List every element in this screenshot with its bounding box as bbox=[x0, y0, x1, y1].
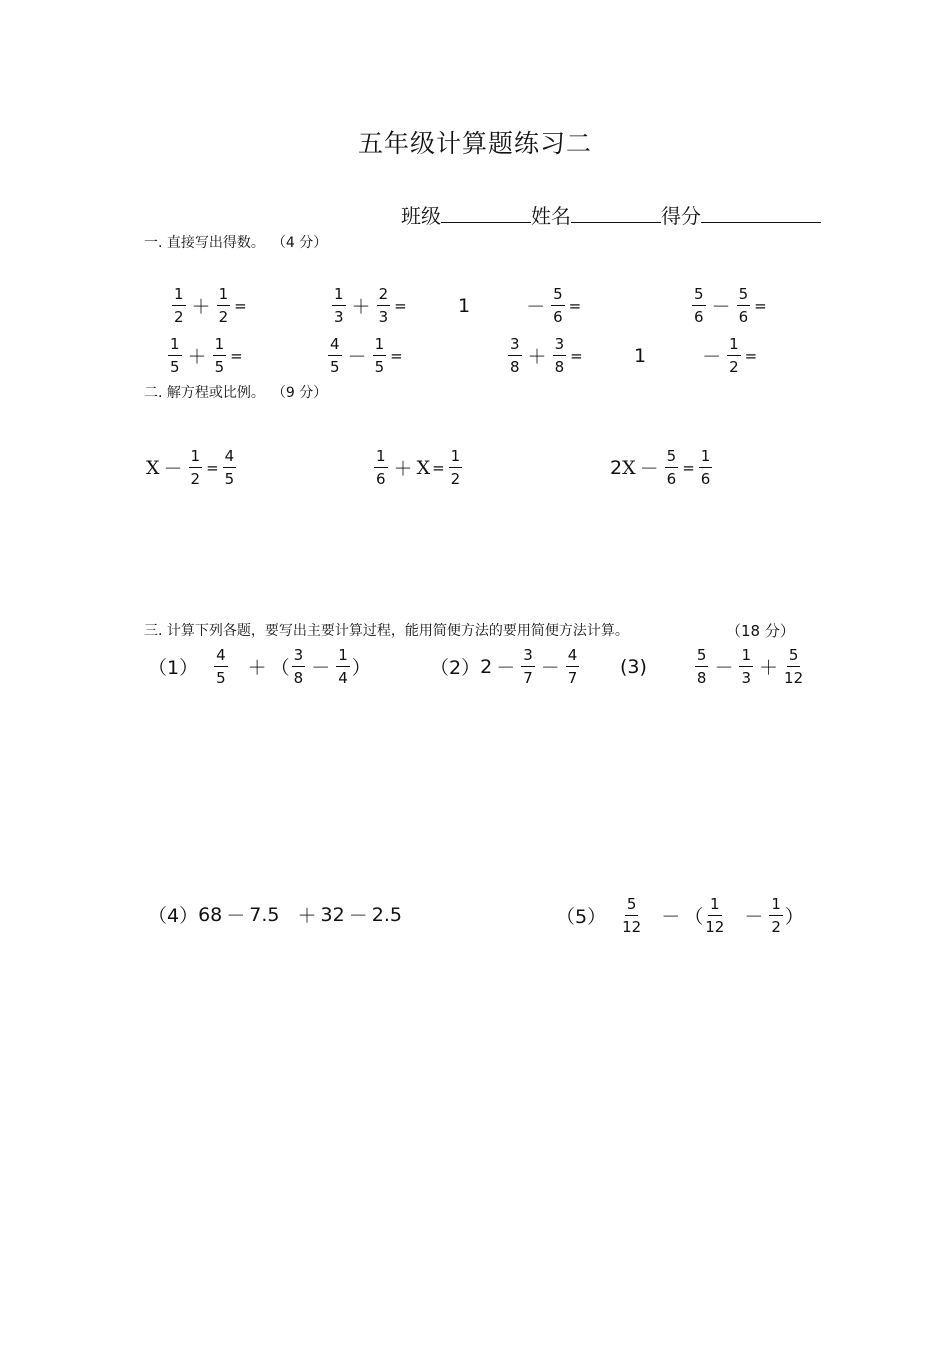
calc-problem-1 bbox=[148, 646, 371, 687]
term: 2 bbox=[480, 655, 493, 678]
equals-sign: = bbox=[432, 458, 445, 477]
operator: － bbox=[496, 657, 516, 679]
denominator: 8 bbox=[696, 669, 707, 687]
fraction bbox=[217, 285, 231, 326]
operator: － bbox=[714, 657, 734, 679]
class-blank[interactable] bbox=[441, 200, 531, 223]
fraction bbox=[695, 646, 709, 687]
fraction bbox=[769, 895, 783, 936]
numerator: 2 bbox=[377, 285, 391, 306]
term: 1 bbox=[634, 344, 647, 367]
term: X bbox=[622, 456, 636, 479]
numerator: 4 bbox=[566, 646, 580, 667]
denominator: 3 bbox=[741, 669, 752, 687]
operator: ＋ bbox=[351, 296, 371, 318]
numerator: 1 bbox=[373, 335, 387, 356]
fraction bbox=[213, 335, 227, 376]
denominator: 12 bbox=[622, 918, 642, 936]
fraction bbox=[292, 646, 306, 687]
denominator: 5 bbox=[224, 470, 235, 488]
denominator: 6 bbox=[694, 308, 704, 326]
numerator: 1 bbox=[727, 335, 741, 356]
term: （ bbox=[270, 657, 290, 679]
fraction bbox=[214, 646, 228, 687]
section-1-heading: 一. 直接写出得数。 （4 分） bbox=[144, 235, 328, 251]
operator: ＋ bbox=[297, 905, 317, 927]
term: 7.5 bbox=[249, 903, 280, 926]
operator: ＋ bbox=[393, 458, 413, 480]
numerator: 5 bbox=[737, 285, 751, 306]
fraction bbox=[551, 285, 565, 326]
numerator: 1 bbox=[213, 335, 227, 356]
term: 2.5 bbox=[371, 903, 402, 926]
term: ） bbox=[784, 906, 804, 928]
denominator: 2 bbox=[450, 470, 461, 488]
problem-1-8 bbox=[634, 335, 759, 376]
score-blank[interactable] bbox=[701, 200, 821, 223]
denominator: 7 bbox=[523, 669, 533, 687]
operator: ＋ bbox=[247, 657, 267, 679]
fraction bbox=[692, 285, 706, 326]
term: X bbox=[146, 456, 160, 479]
fraction bbox=[223, 447, 237, 488]
class-label: 班级 bbox=[401, 204, 441, 228]
student-info-line bbox=[401, 200, 821, 231]
fraction bbox=[553, 335, 567, 376]
denominator: 2 bbox=[771, 918, 781, 936]
denominator: 12 bbox=[705, 918, 725, 936]
operator: ＋ bbox=[759, 657, 779, 679]
denominator: 7 bbox=[567, 669, 578, 687]
term: 1 bbox=[458, 294, 471, 317]
calc-problem-5 bbox=[556, 895, 804, 936]
score-label: 得分 bbox=[661, 204, 701, 228]
numerator: 1 bbox=[699, 447, 713, 468]
numerator: 3 bbox=[508, 335, 522, 356]
equals-sign: = bbox=[394, 296, 407, 315]
denominator: 5 bbox=[374, 358, 385, 376]
denominator: 5 bbox=[170, 358, 180, 376]
numerator: 5 bbox=[551, 285, 565, 306]
term: （2） bbox=[430, 657, 481, 679]
fraction bbox=[566, 646, 580, 687]
numerator: 5 bbox=[787, 646, 801, 667]
numerator: 1 bbox=[172, 285, 186, 306]
denominator: 6 bbox=[666, 470, 677, 488]
denominator: 6 bbox=[738, 308, 749, 326]
operator: － bbox=[540, 657, 560, 679]
fraction bbox=[373, 335, 387, 376]
equals-sign: = bbox=[754, 296, 767, 315]
calc-problem-4 bbox=[148, 901, 402, 928]
equals-sign: = bbox=[234, 296, 247, 315]
term: 32 bbox=[320, 903, 345, 926]
operator: － bbox=[702, 346, 722, 368]
operator: ＋ bbox=[191, 296, 211, 318]
numerator: 3 bbox=[521, 646, 535, 667]
fraction bbox=[449, 447, 463, 488]
equals-sign: = bbox=[390, 346, 403, 365]
denominator: 4 bbox=[338, 669, 348, 687]
denominator: 2 bbox=[174, 308, 184, 326]
fraction bbox=[336, 646, 350, 687]
denominator: 2 bbox=[729, 358, 739, 376]
operator: － bbox=[226, 905, 246, 927]
numerator: 1 bbox=[708, 895, 722, 916]
equals-sign: = bbox=[230, 346, 243, 365]
equation-1 bbox=[146, 447, 238, 488]
numerator: 1 bbox=[217, 285, 231, 306]
fraction bbox=[332, 285, 346, 326]
fraction bbox=[521, 646, 535, 687]
equals-sign: = bbox=[682, 458, 695, 477]
denominator: 2 bbox=[190, 470, 201, 488]
problem-1-2 bbox=[330, 285, 409, 326]
term: (3) bbox=[620, 655, 647, 678]
numerator: 1 bbox=[332, 285, 346, 306]
numerator: 3 bbox=[553, 335, 567, 356]
term: X bbox=[416, 456, 431, 479]
fraction bbox=[374, 447, 388, 488]
denominator: 12 bbox=[784, 669, 804, 687]
operator: － bbox=[163, 458, 183, 480]
term: （4） bbox=[148, 905, 199, 927]
operator: － bbox=[526, 296, 546, 318]
operator: － bbox=[348, 905, 368, 927]
denominator: 5 bbox=[330, 358, 340, 376]
term: 68 bbox=[198, 903, 223, 926]
fraction bbox=[727, 335, 741, 376]
operator: － bbox=[661, 906, 681, 928]
numerator: 3 bbox=[292, 646, 306, 667]
problem-1-1 bbox=[170, 285, 249, 326]
numerator: 4 bbox=[223, 447, 237, 468]
name-label: 姓名 bbox=[531, 204, 571, 228]
fraction bbox=[189, 447, 203, 488]
denominator: 5 bbox=[214, 358, 225, 376]
numerator: 1 bbox=[189, 447, 203, 468]
calc-problem-2 bbox=[430, 646, 581, 687]
problem-1-5 bbox=[166, 335, 245, 376]
numerator: 5 bbox=[695, 646, 709, 667]
term: （5） bbox=[556, 906, 607, 928]
fraction bbox=[377, 285, 391, 326]
denominator: 3 bbox=[378, 308, 389, 326]
term: 2 bbox=[610, 456, 623, 479]
denominator: 6 bbox=[553, 308, 563, 326]
numerator: 1 bbox=[449, 447, 463, 468]
page-title: 五年级计算题练习二 bbox=[357, 129, 592, 158]
numerator: 1 bbox=[769, 895, 783, 916]
numerator: 4 bbox=[214, 646, 228, 667]
term: （1） bbox=[148, 657, 199, 679]
section-3-points: （18 分） bbox=[726, 622, 795, 640]
denominator: 5 bbox=[216, 669, 226, 687]
denominator: 3 bbox=[334, 308, 344, 326]
fraction bbox=[705, 895, 724, 936]
equation-3 bbox=[610, 447, 714, 488]
operator: － bbox=[311, 657, 331, 679]
fraction bbox=[328, 335, 342, 376]
equals-sign: = bbox=[570, 346, 583, 365]
numerator: 5 bbox=[625, 895, 639, 916]
operator: － bbox=[711, 296, 731, 318]
calc-problem-3 bbox=[620, 646, 805, 687]
denominator: 8 bbox=[510, 358, 520, 376]
numerator: 1 bbox=[374, 447, 388, 468]
equals-sign: = bbox=[568, 296, 582, 315]
operator: ＋ bbox=[187, 346, 207, 368]
fraction bbox=[737, 285, 751, 326]
problem-1-4 bbox=[690, 285, 769, 326]
numerator: 4 bbox=[328, 335, 342, 356]
fraction bbox=[508, 335, 522, 376]
term: ） bbox=[351, 657, 371, 679]
operator: － bbox=[744, 906, 764, 928]
section-2-heading: 二. 解方程或比例。 （9 分） bbox=[144, 385, 328, 401]
fraction bbox=[665, 447, 679, 488]
numerator: 5 bbox=[692, 285, 706, 306]
section-3-heading: 三. 计算下列各题，要写出主要计算过程，能用简便方法的要用简便方法计算。 bbox=[144, 623, 629, 639]
fraction bbox=[784, 646, 803, 687]
fraction bbox=[172, 285, 186, 326]
equals-sign: = bbox=[206, 458, 219, 477]
name-blank[interactable] bbox=[571, 200, 661, 223]
fraction bbox=[739, 646, 753, 687]
denominator: 8 bbox=[554, 358, 565, 376]
fraction bbox=[622, 895, 641, 936]
numerator: 5 bbox=[665, 447, 679, 468]
equation-2 bbox=[372, 447, 464, 488]
term: （ bbox=[684, 906, 704, 928]
denominator: 6 bbox=[376, 470, 386, 488]
numerator: 1 bbox=[168, 335, 182, 356]
problem-1-3 bbox=[458, 285, 583, 326]
denominator: 6 bbox=[700, 470, 711, 488]
numerator: 1 bbox=[336, 646, 350, 667]
fraction bbox=[699, 447, 713, 488]
problem-1-6 bbox=[326, 335, 405, 376]
fraction bbox=[168, 335, 182, 376]
operator: ＋ bbox=[527, 346, 547, 368]
denominator: 2 bbox=[218, 308, 229, 326]
operator: － bbox=[639, 458, 659, 480]
operator: － bbox=[347, 346, 367, 368]
problem-1-7 bbox=[506, 335, 585, 376]
equals-sign: = bbox=[744, 346, 758, 365]
denominator: 8 bbox=[293, 669, 304, 687]
numerator: 1 bbox=[739, 646, 753, 667]
